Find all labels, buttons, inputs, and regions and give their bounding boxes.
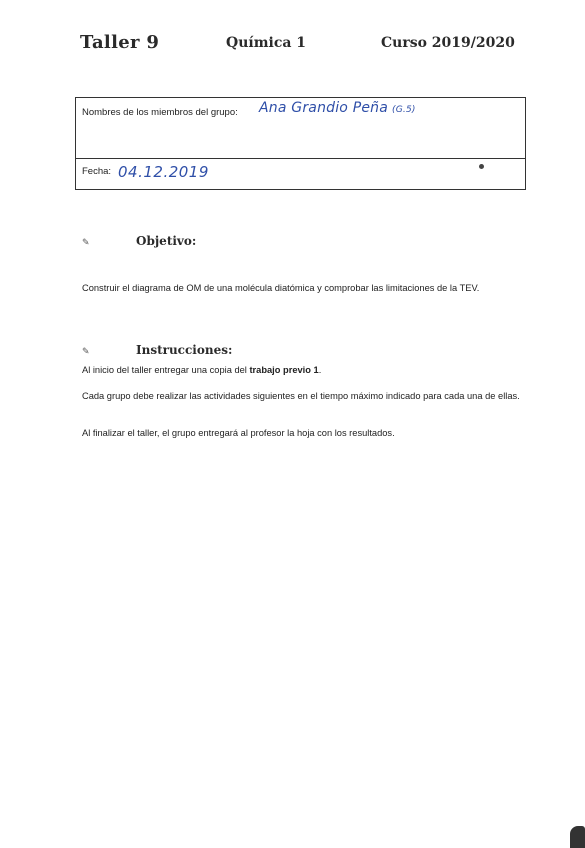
members-box — [75, 97, 526, 159]
instruction-paragraph-2: Cada grupo debe realizar las actividades siguientes en el tiempo máximo indicado para cada una de ellas. — [82, 391, 520, 401]
date-label: Fecha: — [82, 166, 112, 177]
objetivo-heading: Objetivo: — [136, 234, 197, 248]
members-group-note: (G.5) — [392, 105, 416, 115]
pencil-icon: ✎ — [82, 237, 90, 247]
date-box — [75, 157, 526, 190]
instrucciones-heading: Instrucciones: — [136, 343, 233, 357]
date-handwritten: 04.12.2019 — [118, 163, 209, 181]
page-title: Taller 9 — [80, 32, 160, 53]
scan-smudge — [570, 826, 585, 848]
members-label: Nombres de los miembros del grupo: — [82, 107, 238, 118]
subject-title: Química 1 — [226, 35, 307, 51]
course-year: Curso 2019/2020 — [381, 35, 515, 51]
pencil-icon: ✎ — [82, 346, 90, 356]
instruction-bold: trabajo previo 1 — [249, 365, 319, 375]
members-name: Ana Grandio Peña — [259, 100, 389, 116]
ink-dot — [479, 164, 484, 169]
members-handwritten — [259, 100, 416, 116]
instruction-paragraph-3: Al finalizar el taller, el grupo entregará al profesor la hoja con los resultados. — [82, 428, 395, 438]
instruction-text: Al inicio del taller entregar una copia del — [82, 365, 250, 375]
instruction-paragraph-1 — [82, 363, 522, 377]
instruction-text-end: . — [318, 365, 322, 375]
objetivo-text: Construir el diagrama de OM de una molécula diatómica y comprobar las limitaciones de la TEV. — [82, 283, 480, 293]
